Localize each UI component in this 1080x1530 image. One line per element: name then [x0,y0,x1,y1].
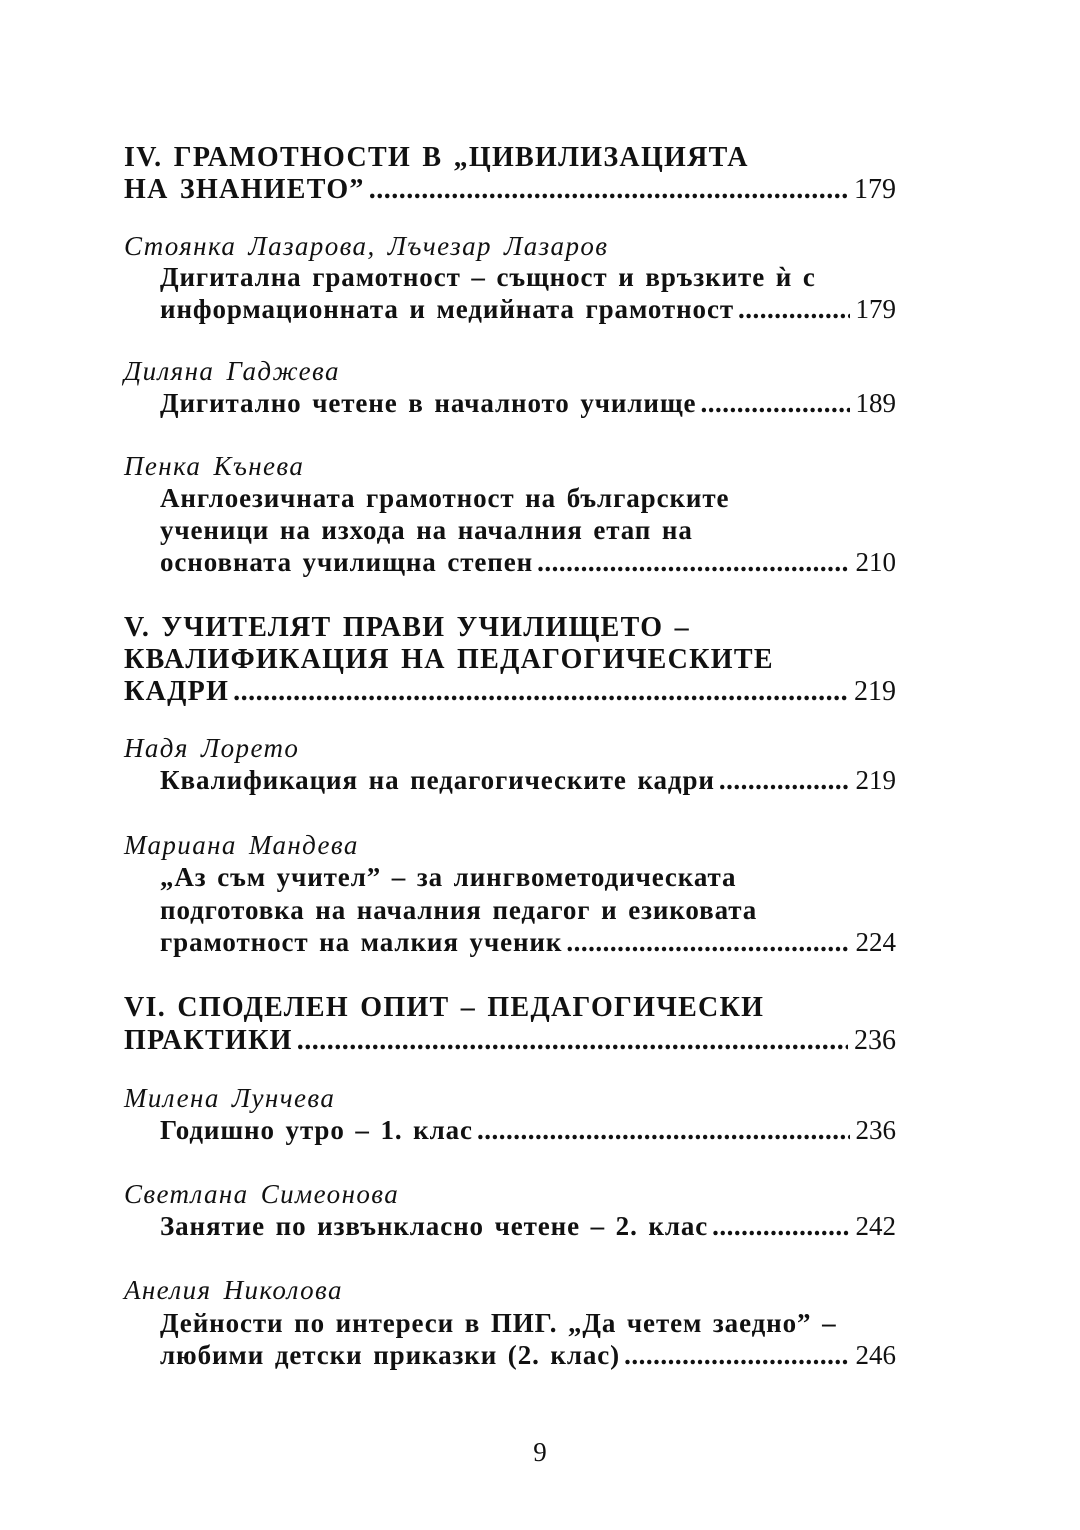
dot-leader [566,926,849,958]
section-title-line: VI. СПОДЕЛЕН ОПИТ – ПЕДАГОГИЧЕСКИ [124,992,765,1023]
author-name: Стоянка Лазарова, Лъчезар Лазаров [124,231,609,261]
dot-leader [719,764,850,796]
dot-leader [712,1210,849,1242]
author-name: Мариана Мандева [124,830,359,860]
dot-leader [738,293,850,325]
dot-leader [297,1025,848,1057]
section-title-line: КВАЛИФИКАЦИЯ НА ПЕДАГОГИЧЕСКИТЕ [124,644,774,675]
author-name: Анелия Николова [124,1275,343,1305]
entry-title-line: Занятие по извънкласно четене – 2. клас [160,1211,709,1241]
page-ref: 219 [855,765,896,795]
toc-row-section-vi[interactable] [124,1025,896,1057]
toc-row-entry[interactable] [160,926,896,958]
author-name: Диляна Гаджева [124,356,340,386]
author-name: Светлана Симеонова [124,1179,400,1209]
page-ref: 242 [855,1211,896,1241]
page-ref: 224 [855,927,896,957]
entry-title-line: Дейности по интереси в ПИГ. „Да четем заедно” – [160,1308,837,1338]
entry-title-line: ученици на изхода на началния етап на [160,515,693,545]
toc-row-section-iv[interactable] [124,174,896,206]
page-ref: 236 [854,1025,896,1056]
author-name: Пенка Кънева [124,451,305,481]
dot-leader [233,676,848,708]
section-title-line: V. УЧИТЕЛЯТ ПРАВИ УЧИЛИЩЕТО – [124,612,690,643]
entry-title-line: подготовка на началния педагог и езиковата [160,895,758,925]
toc-row-entry[interactable] [160,546,896,578]
section-title-line: КАДРИ [124,676,230,707]
dot-leader [369,174,848,206]
entry-title-line: Годишно утро – 1. клас [160,1115,473,1145]
page-ref: 236 [855,1115,896,1145]
toc-row-entry[interactable] [160,1114,896,1146]
author-name: Милена Лунчева [124,1083,336,1113]
page-ref: 189 [855,388,896,418]
author-name: Надя Лорето [124,733,300,763]
section-title-line: НА ЗНАНИЕТО” [124,174,365,205]
page-ref: 179 [854,174,896,205]
entry-title-line: „Аз съм учител” – за лингвометодическата [160,862,737,892]
section-title-line: IV. ГРАМОТНОСТИ В „ЦИВИЛИЗАЦИЯТА [124,142,749,173]
dot-leader [477,1114,850,1146]
entry-title-line: Квалификация на педагогическите кадри [160,765,715,795]
dot-leader [537,546,849,578]
page-number: 9 [533,1437,547,1467]
entry-title-line: информационната и медийната грамотност [160,294,734,324]
entry-title-line: Дигитално четене в началното училище [160,388,697,418]
toc-row-entry[interactable] [160,1339,896,1371]
entry-title-line: основната училищна степен [160,547,534,577]
toc-row-entry[interactable] [160,387,896,419]
page-ref: 246 [855,1340,896,1370]
entry-title-line: любими детски приказки (2. клас) [160,1340,621,1370]
toc-row-section-v[interactable] [124,676,896,708]
entry-title-line: грамотност на малкия ученик [160,927,563,957]
page-ref: 179 [855,294,896,324]
page-ref: 219 [854,676,896,707]
page-ref: 210 [855,547,896,577]
entry-title-line: Дигитална грамотност – същност и връзките ѝ с [160,262,816,292]
toc-row-entry[interactable] [160,764,896,796]
toc-row-entry[interactable] [160,1210,896,1242]
toc-row-entry[interactable] [160,293,896,325]
section-title-line: ПРАКТИКИ [124,1025,293,1056]
entry-title-line: Англоезичната грамотност на българските [160,483,730,513]
dot-leader [700,387,849,419]
dot-leader [624,1339,849,1371]
